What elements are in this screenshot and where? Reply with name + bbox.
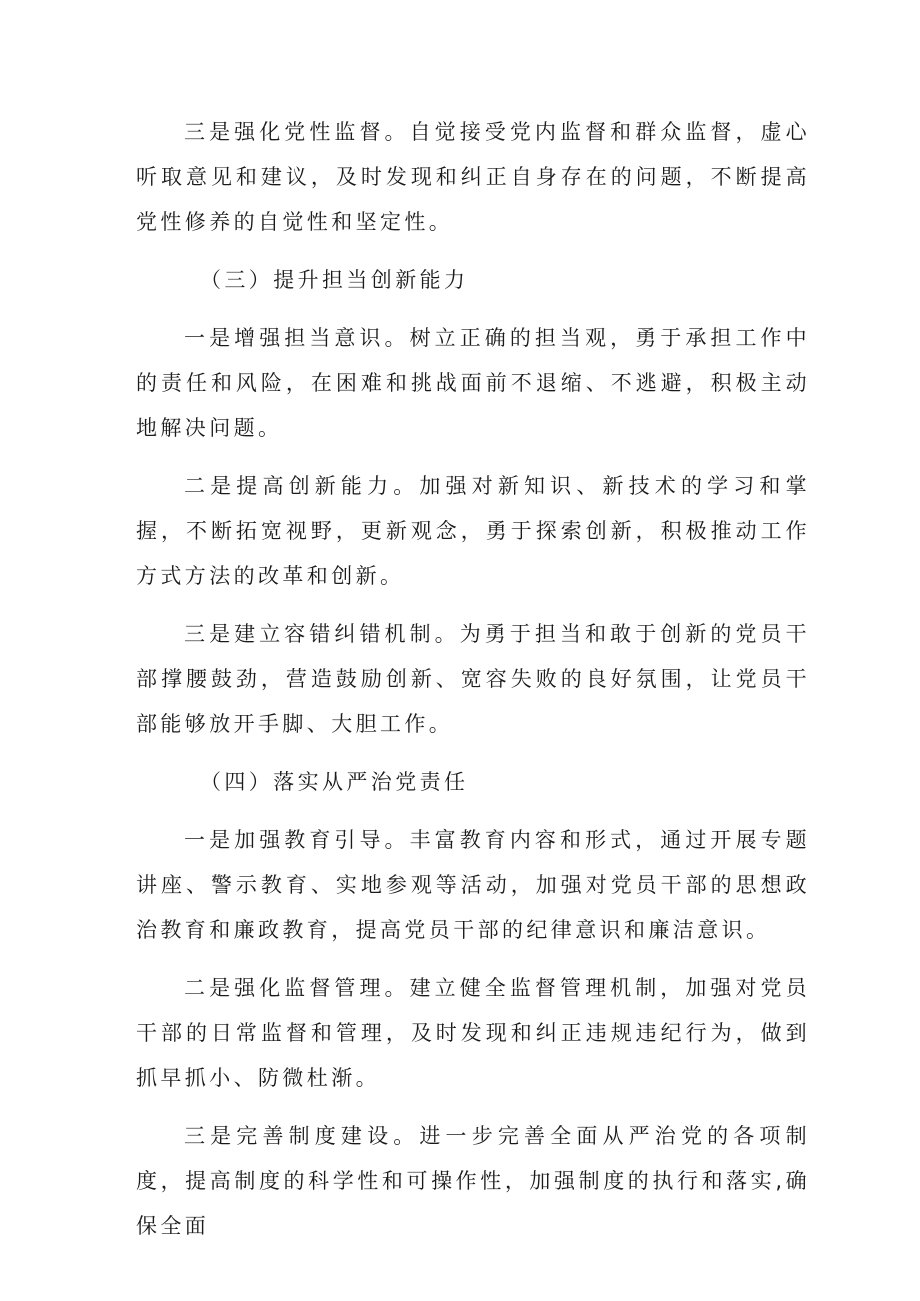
section-heading-3: （三）提升担当创新能力 (200, 268, 469, 292)
section-heading-4: （四）落实从严治党责任 (200, 770, 469, 794)
paragraph-responsibility-awareness: 一是增强担当意识。树立正确的担当观，勇于承担工作中的责任和风险，在困难和挑战面前不退缩、不逃避，积极主动地解决问题。 (136, 326, 810, 440)
paragraph-system-building: 三是完善制度建设。进一步完善全面从严治党的各项制度，提高制度的科学性和可操作性，加强制度的执行和落实,确保全面 (136, 1124, 810, 1238)
paragraph-education-guidance: 一是加强教育引导。丰富教育内容和形式，通过开展专题讲座、警示教育、实地参观等活动，加强对党员干部的思想政治教育和廉政教育，提高党员干部的纪律意识和廉洁意识。 (136, 828, 810, 942)
paragraph-supervision-management: 二是强化监督管理。建立健全监督管理机制，加强对党员干部的日常监督和管理，及时发现和纠正违规违纪行为，做到抓早抓小、防微杜渐。 (136, 976, 810, 1090)
paragraph-strengthen-party-supervision: 三是强化党性监督。自觉接受党内监督和群众监督，虚心听取意见和建议，及时发现和纠正自身存在的问题，不断提高党性修养的自觉性和坚定性。 (136, 120, 810, 234)
paragraph-innovation-ability: 二是提高创新能力。加强对新知识、新技术的学习和掌握，不断拓宽视野，更新观念，勇于探索创新，积极推动工作方式方法的改革和创新。 (136, 474, 810, 588)
paragraph-error-tolerance-mechanism: 三是建立容错纠错机制。为勇于担当和敢于创新的党员干部撑腰鼓劲，营造鼓励创新、宽容失败的良好氛围，让党员干部能够放开手脚、大胆工作。 (136, 622, 810, 736)
